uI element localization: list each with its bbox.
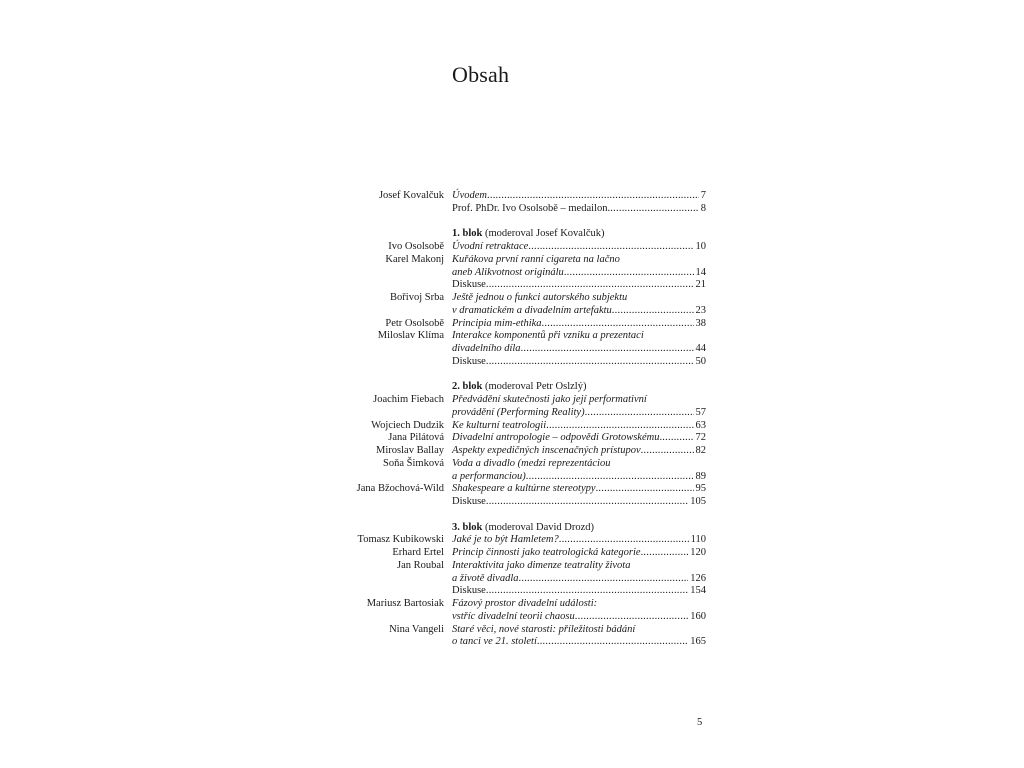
toc-author: Petr Osolsobě [385, 317, 444, 329]
toc-author: Wojciech Dudzik [371, 419, 444, 431]
dot-leader [519, 573, 689, 586]
toc-entry[interactable] [452, 394, 706, 407]
dot-leader [559, 534, 689, 547]
toc-row [330, 203, 706, 216]
toc-row [330, 318, 706, 331]
toc-entry[interactable] [452, 190, 706, 203]
toc-entry-title: Interaktivita jako dimenze teatrality života [452, 559, 631, 571]
toc-entry[interactable] [452, 432, 706, 445]
toc-page-number: 160 [690, 610, 706, 622]
toc-page-number: 44 [695, 343, 706, 354]
dot-leader [537, 636, 688, 649]
toc-author: Mariusz Bartosiak [366, 598, 444, 609]
toc-row [330, 241, 706, 254]
toc-author: Nina Vangeli [389, 623, 444, 635]
toc-entry-title: aneb Alikvotnost originálu [452, 266, 564, 278]
toc-row [330, 534, 706, 547]
toc-entry[interactable] [452, 292, 706, 305]
block-heading-label: 3. blok [452, 521, 483, 533]
block-heading-label: 2. blok [452, 381, 483, 393]
dot-leader [564, 267, 694, 280]
toc-entry[interactable] [452, 318, 706, 331]
page-number: 5 [697, 717, 703, 728]
toc-entry[interactable] [452, 445, 706, 458]
toc-page-number: 110 [690, 534, 706, 546]
block-heading-moderator: (moderoval Petr Oslzlý) [484, 381, 587, 393]
block-heading-row [330, 381, 706, 394]
spacer [330, 369, 706, 382]
toc-author: Josef Kovalčuk [378, 190, 444, 201]
toc-entry-title: Diskuse [452, 279, 486, 291]
dot-leader [612, 305, 694, 318]
toc-row [330, 585, 706, 598]
toc-entry-title: Jaké je to být Hamletem? [452, 534, 559, 546]
toc-page-number: 89 [695, 470, 706, 482]
toc-entry[interactable] [452, 573, 706, 586]
toc-author: Miroslav Ballay [376, 445, 444, 456]
toc-author: Karel Makonj [385, 253, 444, 265]
block-heading [452, 228, 706, 241]
toc-page-number: 8 [700, 202, 706, 214]
toc-entry-title: a životě divadla [452, 572, 519, 584]
toc-row [330, 636, 706, 649]
toc-entry-title: Staré věci, nové starosti: příležitosti bádání [452, 623, 636, 635]
toc-page-number: 23 [695, 304, 706, 316]
toc-entry[interactable] [452, 254, 706, 267]
dot-leader [659, 432, 693, 445]
dot-leader [486, 496, 688, 509]
toc-author: Jana Pilátová [388, 432, 444, 444]
toc-entry-title: Aspekty expedičných inscenačných prístupov [452, 445, 641, 456]
toc-entry-title: Principia mim-ethika [452, 317, 542, 329]
toc-entry-title: a performanciou) [452, 470, 526, 482]
toc-author: Jana Bžochová-Wild [356, 483, 444, 495]
toc-entry[interactable] [452, 598, 706, 611]
toc-page-number: 120 [690, 547, 706, 558]
toc-author: Tomasz Kubikowski [357, 534, 444, 546]
spacer [330, 509, 706, 522]
toc-page-number: 10 [695, 241, 706, 252]
toc-entry-title: v dramatickém a divadelním artefaktu [452, 304, 612, 316]
toc-row [330, 598, 706, 611]
toc-page-number: 165 [690, 636, 706, 648]
block-heading-row [330, 522, 706, 535]
toc-entry-title: divadelního díla [452, 343, 521, 354]
toc-entry[interactable] [452, 330, 706, 343]
toc-entry-title: Fázový prostor divadelní události: [452, 598, 598, 609]
toc-row [330, 330, 706, 343]
toc-entry[interactable] [452, 547, 706, 560]
toc-page-number: 21 [695, 279, 706, 291]
toc-entry-title: Diskuse [452, 355, 486, 367]
block-heading-moderator: (moderoval Josef Kovalčuk) [484, 228, 605, 240]
toc-row [330, 611, 706, 624]
toc-row [330, 292, 706, 305]
toc-page-number: 38 [695, 317, 706, 329]
toc-entry[interactable] [452, 611, 706, 624]
toc-row [330, 254, 706, 267]
toc-author: Soňa Šimková [383, 457, 444, 469]
toc-row [330, 483, 706, 496]
block-heading-row [330, 228, 706, 241]
toc-author: Miloslav Klíma [377, 330, 444, 342]
toc-entry[interactable] [452, 407, 706, 420]
toc-row [330, 560, 706, 573]
toc-entry-title: o tanci ve 21. století [452, 636, 537, 648]
toc-entry-title: Princip činnosti jako teatrologická kategorie [452, 547, 641, 558]
block-heading-moderator: (moderoval David Drozd) [484, 521, 595, 533]
toc-entry-title: Úvodem [452, 190, 487, 201]
toc-entry-title: Prof. PhDr. Ivo Osolsobě – medailon [452, 202, 608, 214]
toc-entry[interactable] [452, 203, 706, 216]
toc-row [330, 279, 706, 292]
dot-leader [575, 611, 688, 624]
toc-row [330, 356, 706, 369]
dot-leader [641, 547, 689, 560]
toc-page-number: 50 [695, 355, 706, 367]
toc-entry-title: Shakespeare a kultúrne stereotypy [452, 483, 596, 495]
toc-entry[interactable] [452, 420, 706, 433]
toc-author: Joachim Fiebach [373, 394, 444, 405]
toc-page-number: 72 [695, 432, 706, 444]
toc-entry[interactable] [452, 356, 706, 369]
toc-row [330, 624, 706, 637]
dot-leader [641, 445, 694, 458]
toc-entry-title: Voda a divadlo (medzi reprezentáciou [452, 457, 611, 469]
toc-row [330, 458, 706, 471]
toc-author: Ivo Osolsobě [388, 241, 444, 252]
toc-page-number: 57 [695, 406, 706, 418]
toc-entry[interactable] [452, 496, 706, 509]
block-heading-label: 1. blok [452, 228, 483, 240]
toc-entry[interactable] [452, 267, 706, 280]
toc-entry[interactable] [452, 305, 706, 318]
dot-leader [486, 585, 688, 598]
toc-row [330, 267, 706, 280]
dot-leader [487, 190, 699, 203]
toc-row [330, 407, 706, 420]
toc-row [330, 445, 706, 458]
toc-page-number: 95 [695, 483, 706, 495]
toc-entry-title: Ještě jednou o funkci autorského subjektu [452, 292, 628, 303]
toc-entry-title: Diskuse [452, 496, 486, 507]
spacer [330, 216, 706, 229]
toc-author: Bořivoj Srba [390, 292, 444, 303]
toc-entry[interactable] [452, 471, 706, 484]
toc-page-number: 14 [695, 266, 706, 278]
toc-entry[interactable] [452, 534, 706, 547]
toc-entry-title: Diskuse [452, 585, 486, 597]
toc-row [330, 420, 706, 433]
toc-entry-title: Ke kulturní teatrologii [452, 419, 547, 431]
toc-row [330, 343, 706, 356]
toc-page-number: 63 [695, 419, 706, 431]
dot-leader [596, 483, 694, 496]
dot-leader [486, 279, 694, 292]
toc-entry[interactable] [452, 458, 706, 471]
dot-leader [542, 318, 694, 331]
table-of-contents [330, 190, 706, 649]
dot-leader [607, 203, 698, 216]
dot-leader [585, 407, 694, 420]
dot-leader [546, 420, 693, 433]
toc-entry-title: Interakce komponentů při vzniku a prezentaci [452, 330, 644, 342]
toc-entry[interactable] [452, 636, 706, 649]
toc-page-number: 7 [700, 190, 706, 201]
toc-page-number: 105 [690, 496, 706, 507]
toc-row [330, 190, 706, 203]
toc-row [330, 471, 706, 484]
dot-leader [486, 356, 694, 369]
toc-row [330, 496, 706, 509]
toc-entry[interactable] [452, 279, 706, 292]
toc-entry-title: vstříc divadelní teorii chaosu [452, 610, 575, 622]
toc-entry[interactable] [452, 560, 706, 573]
toc-author: Jan Roubal [397, 559, 444, 571]
toc-entry-title: Předvádění skutečnosti jako její performativní [452, 394, 647, 405]
block-heading [452, 381, 706, 394]
toc-row [330, 547, 706, 560]
toc-entry-title: Divadelní antropologie – odpovědi Grotowskému [452, 432, 660, 444]
block-heading [452, 522, 706, 535]
toc-entry[interactable] [452, 483, 706, 496]
toc-page-number: 126 [690, 572, 706, 584]
toc-row [330, 573, 706, 586]
toc-entry[interactable] [452, 624, 706, 637]
toc-entry[interactable] [452, 241, 706, 254]
page-title: Obsah [452, 62, 510, 87]
toc-row [330, 394, 706, 407]
toc-entry[interactable] [452, 343, 706, 356]
dot-leader [521, 343, 694, 356]
toc-entry-title: provádění (Performing Reality) [452, 406, 585, 418]
toc-entry[interactable] [452, 585, 706, 598]
dot-leader [526, 471, 694, 484]
toc-entry-title: Úvodní retraktace [452, 241, 529, 252]
toc-entry-title: Kuřákova první ranní cigareta na lačno [452, 253, 620, 265]
toc-row [330, 305, 706, 318]
toc-page-number: 154 [690, 585, 706, 597]
toc-author: Erhard Ertel [392, 547, 444, 558]
toc-page-number: 82 [695, 445, 706, 456]
toc-row [330, 432, 706, 445]
dot-leader [528, 241, 693, 254]
